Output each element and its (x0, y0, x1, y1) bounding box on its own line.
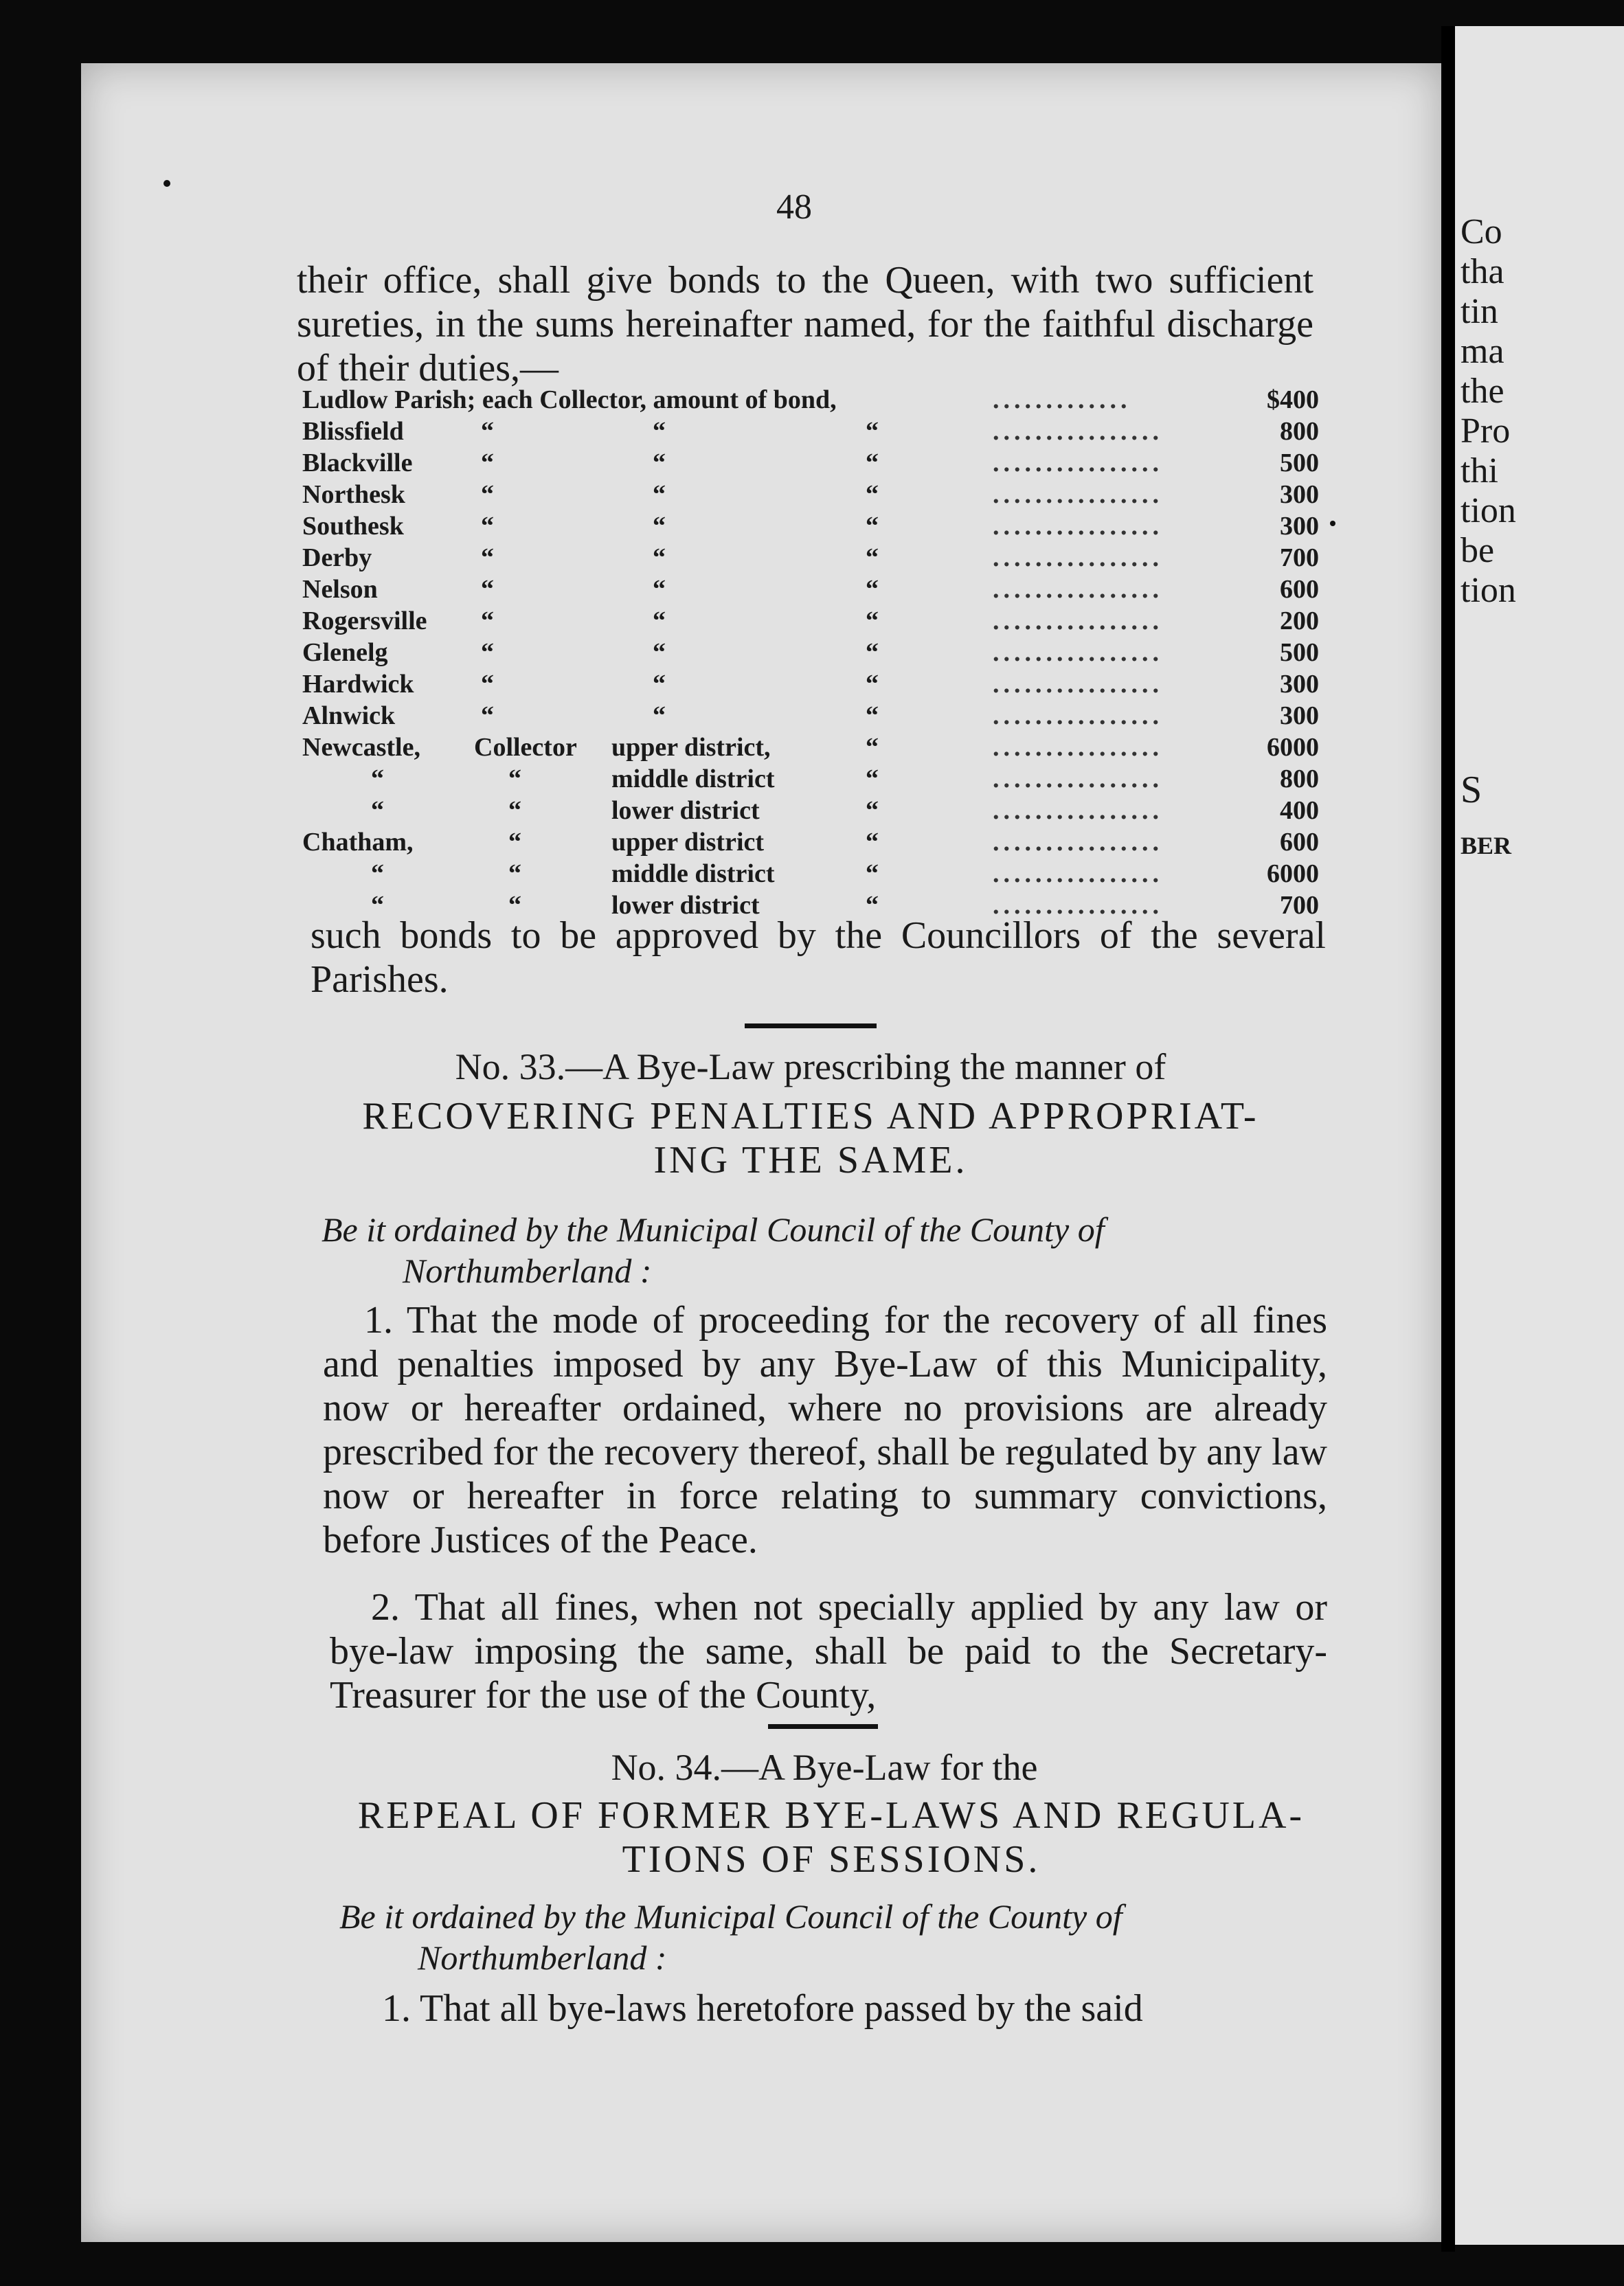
bylaw-34-intro: No. 34.—A Bye-Law for the (611, 1747, 1038, 1788)
parish-name: Glenelg (302, 638, 388, 667)
ink-speck (1330, 521, 1335, 526)
right-page-text: tin (1461, 292, 1498, 331)
bylaw-34-enacting-line2: Northumberland : (418, 1938, 667, 1977)
right-page-text: tha (1461, 252, 1504, 291)
bond-amount: 700 (1280, 891, 1319, 920)
bond-table-row (302, 511, 1319, 543)
bond-table-row (302, 574, 1319, 606)
ditto-mark: “ (866, 607, 879, 635)
ditto-mark: “ (481, 607, 494, 635)
bond-amount: 500 (1280, 449, 1319, 477)
bylaw-33-enacting-line2: Northumberland : (403, 1252, 652, 1290)
district-name: lower district (611, 796, 760, 825)
section-divider (745, 1023, 877, 1028)
bond-table-district-row (302, 827, 1319, 859)
parish-name: “ (371, 796, 384, 825)
leader-dots: ................ (993, 701, 1163, 730)
parish-name: Southesk (302, 512, 404, 541)
bylaw-34-clause-1: 1. That all bye-laws heretofore passed by the said (382, 1987, 1143, 2030)
bond-table-row (302, 416, 1319, 448)
ditto-mark: “ (866, 670, 879, 699)
parish-name: “ (371, 765, 384, 793)
bond-amount: 600 (1280, 828, 1319, 857)
parish-name: Rogersville (302, 607, 427, 635)
bylaw-33-intro: No. 33.—A Bye-Law prescribing the manner of (455, 1046, 1166, 1087)
page-number: 48 (776, 188, 812, 227)
right-page-text: the (1461, 372, 1504, 411)
leader-dots: ................ (993, 512, 1163, 541)
parish-name: Alnwick (302, 701, 396, 730)
ditto-mark: “ (653, 512, 666, 541)
bond-amount: 300 (1280, 701, 1319, 730)
page-gutter (1441, 26, 1455, 2252)
ink-speck (163, 180, 170, 187)
leader-dots: ................ (993, 607, 1163, 635)
ditto-mark: “ (481, 512, 494, 541)
parish-name: Northesk (302, 480, 405, 509)
ditto-mark: “ (653, 701, 666, 730)
right-page-text: Co (1461, 212, 1502, 251)
leader-dots: ................ (993, 670, 1163, 699)
ditto-mark: “ (653, 638, 666, 667)
intro-paragraph: their office, shall give bonds to the Queen, with two sufficient sureties, in the sums hereinafter named, for the faithful discharge of their duties,— (297, 259, 1313, 389)
bond-amount: 300 (1280, 670, 1319, 699)
ditto-mark: “ (481, 417, 494, 446)
district-name: lower district (611, 891, 760, 920)
right-page-text: BER (1461, 832, 1512, 859)
bylaw-33-title-line1: RECOVERING PENALTIES AND APPROPRIAT- (362, 1095, 1259, 1138)
right-page-text: thi (1461, 451, 1498, 490)
bond-table-row (302, 701, 1319, 732)
leader-dots: ................ (993, 796, 1163, 825)
ditto-mark: “ (866, 449, 879, 477)
ditto-mark: “ (653, 575, 666, 604)
ditto-mark: “ (481, 670, 494, 699)
leader-dots: ............. (993, 385, 1131, 414)
right-page-text: S (1461, 769, 1482, 811)
right-page-fragment (1455, 26, 1624, 2245)
bond-amount: 300 (1280, 480, 1319, 509)
leader-dots: ................ (993, 480, 1163, 509)
bylaw-33-clause-2: 2. That all fines, when not specially applied by any law or bye-law imposing the same, shall be paid to the Secretary-Treasurer for the use of the County, (330, 1586, 1327, 1717)
bylaw-34-enacting-line1: Be it ordained by the Municipal Council of the County of (339, 1897, 1123, 1936)
right-page-text: ma (1461, 332, 1504, 371)
ditto-mark: “ (866, 575, 879, 604)
ditto-mark: “ (481, 543, 494, 572)
ditto-mark: “ (653, 449, 666, 477)
leader-dots: ................ (993, 891, 1163, 920)
ditto-mark: “ (866, 891, 879, 920)
ditto-mark: “ (866, 638, 879, 667)
bylaw-33-clause-1: 1. That the mode of proceeding for the recovery of all fines and penalties imposed by any Bye-Law of this Municipality, now or hereafter ordained, where no provisions are already prescribed for the recovery thereof, shall be regulated by any law now or hereafter in force relating to summary convictions, before Justices of the Peace. (323, 1299, 1327, 1561)
leader-dots: ................ (993, 417, 1163, 446)
ditto-mark: “ (866, 701, 879, 730)
bond-table-row (302, 606, 1319, 637)
bond-amount: 6000 (1267, 859, 1319, 888)
closing-paragraph: such bonds to be approved by the Councillors of the several Parishes. (311, 914, 1326, 1001)
ditto-mark: “ (866, 859, 879, 888)
parish-name: Hardwick (302, 670, 414, 699)
parish-name: Blackville (302, 449, 413, 477)
leader-dots: ................ (993, 733, 1163, 762)
ditto-mark: “ (481, 701, 494, 730)
collector-label: “ (508, 859, 521, 888)
section-divider (768, 1724, 878, 1729)
bond-amount: 500 (1280, 638, 1319, 667)
ditto-mark: “ (866, 543, 879, 572)
collector-label: “ (508, 765, 521, 793)
right-page-text: Pro (1461, 411, 1511, 451)
ditto-mark: “ (653, 543, 666, 572)
parish-name: Blissfield (302, 417, 404, 446)
bond-table-district-row (302, 795, 1319, 827)
bond-table-header-row (302, 385, 1319, 416)
bond-amount: 700 (1280, 543, 1319, 572)
ditto-mark: “ (481, 638, 494, 667)
leader-dots: ................ (993, 449, 1163, 477)
parish-name: Nelson (302, 575, 378, 604)
bond-amount: 800 (1280, 765, 1319, 793)
bond-table-row (302, 448, 1319, 479)
right-page-text: be (1461, 531, 1495, 570)
ditto-mark: “ (866, 765, 879, 793)
collector-label: “ (508, 828, 521, 857)
leader-dots: ................ (993, 765, 1163, 793)
leader-dots: ................ (993, 543, 1163, 572)
bylaw-34-title-line1: REPEAL OF FORMER BYE-LAWS AND REGULA- (357, 1794, 1305, 1837)
bond-table-district-row (302, 732, 1319, 764)
leader-dots: ................ (993, 575, 1163, 604)
bond-table-row (302, 543, 1319, 574)
bond-table-district-row (302, 859, 1319, 890)
parish-name: Newcastle, (302, 733, 420, 762)
ditto-mark: “ (653, 417, 666, 446)
ditto-mark: “ (653, 670, 666, 699)
bond-table-row (302, 637, 1319, 669)
ditto-mark: “ (866, 480, 879, 509)
parish-name: “ (371, 891, 384, 920)
ditto-mark: “ (866, 417, 879, 446)
ditto-mark: “ (866, 796, 879, 825)
collector-label: Collector (474, 733, 577, 762)
bond-table-row (302, 669, 1319, 701)
collector-label: “ (508, 891, 521, 920)
bylaw-33-title-line2: ING THE SAME. (653, 1139, 968, 1181)
bond-table-district-row (302, 764, 1319, 795)
bylaw-33-enacting-line1: Be it ordained by the Municipal Council of the County of (322, 1210, 1105, 1249)
bond-amount: 300 (1280, 512, 1319, 541)
parish-name: “ (371, 859, 384, 888)
bond-table-row (302, 479, 1319, 511)
leader-dots: ................ (993, 638, 1163, 667)
bond-amount: 200 (1280, 607, 1319, 635)
bylaw-34-title-line2: TIONS OF SESSIONS. (622, 1838, 1041, 1881)
bond-amount: 800 (1280, 417, 1319, 446)
ditto-mark: “ (481, 575, 494, 604)
district-name: upper district, (611, 733, 771, 762)
ditto-mark: “ (866, 733, 879, 762)
parish-name: Ludlow Parish; each Collector, amount of bond, (302, 385, 837, 414)
ditto-mark: “ (653, 480, 666, 509)
bond-amount: 6000 (1267, 733, 1319, 762)
district-name: upper district (611, 828, 765, 857)
parish-name: Chatham, (302, 828, 414, 857)
parish-name: Derby (302, 543, 372, 572)
leader-dots: ................ (993, 859, 1163, 888)
bond-amount: 400 (1280, 796, 1319, 825)
district-name: middle district (611, 765, 775, 793)
bond-amount: 600 (1280, 575, 1319, 604)
ditto-mark: “ (481, 449, 494, 477)
ditto-mark: “ (866, 512, 879, 541)
bond-amount: $400 (1267, 385, 1319, 414)
ditto-mark: “ (653, 607, 666, 635)
collector-label: “ (508, 796, 521, 825)
ditto-mark: “ (866, 828, 879, 857)
leader-dots: ................ (993, 828, 1163, 857)
right-page-text: tion (1461, 491, 1516, 530)
ditto-mark: “ (481, 480, 494, 509)
right-page-text: tion (1461, 571, 1516, 610)
district-name: middle district (611, 859, 775, 888)
